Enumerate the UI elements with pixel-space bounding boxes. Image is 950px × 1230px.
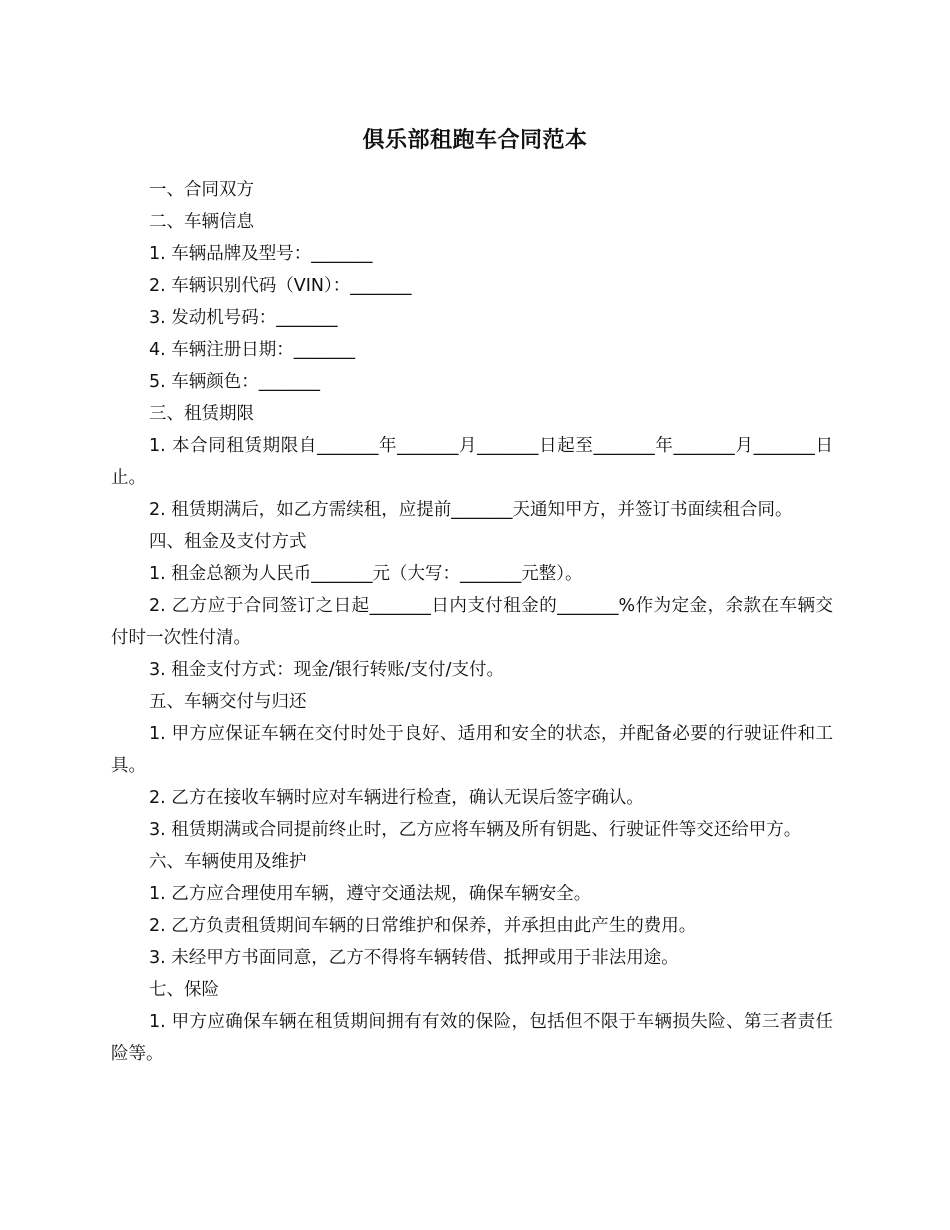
clause-maintenance: 2. 乙方负责租赁期间车辆的日常维护和保养，并承担由此产生的费用。 [149,916,697,936]
section-heading-delivery-return: 五、车辆交付与归还 [149,692,307,712]
section-heading-rent-payment: 四、租金及支付方式 [149,532,307,552]
clause-vehicle-color: 5. 车辆颜色：_______ [149,372,321,392]
clause-lease-renewal: 2. 租赁期满后，如乙方需续租，应提前_______天通知甲方，并签订书面续租合同。 [149,500,793,520]
document-body [111,174,833,1070]
clause-insurance: 1. 甲方应确保车辆在租赁期间拥有有效的保险，包括但不限于车辆损失险、第三者责任险等。 [111,1012,833,1064]
clause-vehicle-return: 3. 租赁期满或合同提前终止时，乙方应将车辆及所有钥匙、行驶证件等交还给甲方。 [149,820,802,840]
clause-vehicle-vin: 2. 车辆识别代码（VIN）：_______ [149,276,412,296]
clause-delivery-inspection: 2. 乙方在接收车辆时应对车辆进行检查，确认无误后签字确认。 [149,788,644,808]
clause-vehicle-model: 1. 车辆品牌及型号：_______ [149,244,373,264]
section-heading-parties: 一、合同双方 [149,180,254,200]
document-title: 俱乐部租跑车合同范本 [362,128,588,153]
clause-engine-number: 3. 发动机号码：_______ [149,308,338,328]
clause-no-sublease: 3. 未经甲方书面同意，乙方不得将车辆转借、抵押或用于非法用途。 [149,948,679,968]
section-heading-vehicle-info: 二、车辆信息 [149,212,254,232]
clause-rent-total: 1. 租金总额为人民币_______元（大写：_______元整）。 [149,564,583,584]
clause-lease-period: 1. 本合同租赁期限自_______年_______月_______日起至_______年_______月_______日止。 [111,436,833,488]
section-heading-insurance: 七、保险 [149,980,219,1000]
section-heading-use-maintenance: 六、车辆使用及维护 [149,852,307,872]
section-heading-lease-term: 三、租赁期限 [149,404,254,424]
clause-registration-date: 4. 车辆注册日期：_______ [149,340,356,360]
clause-deposit: 2. 乙方应于合同签订之日起_______日内支付租金的_______%作为定金，余款在车辆交付时一次性付清。 [111,596,833,648]
clause-proper-use: 1. 乙方应合理使用车辆，遵守交通法规，确保车辆安全。 [149,884,592,904]
clause-delivery-condition: 1. 甲方应保证车辆在交付时处于良好、适用和安全的状态，并配备必要的行驶证件和工具。 [111,724,833,776]
clause-payment-method: 3. 租金支付方式：现金/银行转账/支付/支付。 [149,660,504,680]
